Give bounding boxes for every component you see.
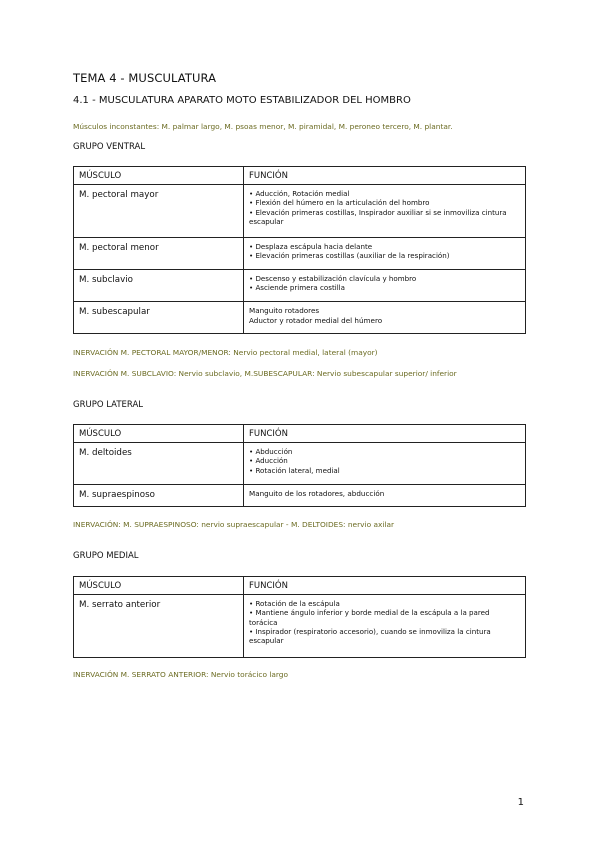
table-row — [74, 443, 526, 485]
function-item: • Elevación primeras costillas, Inspirador auxiliar si se inmoviliza cintura escapular — [249, 207, 507, 226]
lateral-group-heading: GRUPO LATERAL — [73, 400, 143, 410]
function-item: • Flexión del húmero en la articulación del hombro — [249, 198, 430, 208]
function-item: • Aducción — [249, 456, 288, 466]
lateral-innervation: INERVACIÓN: M. SUPRAESPINOSO: nervio supraescapular - M. DELTOIDES: nervio axilar — [73, 520, 395, 529]
function-item: Aductor y rotador medial del húmero — [249, 316, 383, 326]
function-list — [249, 447, 520, 475]
muscle-name: M. subescapular — [79, 307, 150, 317]
function-text — [249, 306, 520, 326]
function-item: • Desplaza escápula hacia delante — [249, 242, 373, 251]
function-item: • Descenso y estabilización clavícula y hombro — [249, 274, 417, 283]
medial-innervation: INERVACIÓN M. SERRATO ANTERIOR: Nervio torácico largo — [73, 670, 289, 679]
function-item: • Aducción, Rotación medial — [249, 189, 350, 198]
column-header-function: FUNCIÓN — [244, 425, 526, 443]
ventral-innervation-2: INERVACIÓN M. SUBCLAVIO: Nervio subclavio, M.SUBESCAPULAR: Nervio subescapular superior/ inferior — [73, 369, 457, 378]
column-header-function: FUNCIÓN — [244, 577, 526, 595]
muscle-name: M. supraespinoso — [79, 490, 155, 500]
table-row — [74, 270, 526, 302]
function-item: • Rotación lateral, medial — [249, 465, 340, 475]
function-item: • Asciende primera costilla — [249, 283, 346, 293]
column-header-function: FUNCIÓN — [244, 167, 526, 185]
function-item: Manguito rotadores — [249, 306, 320, 315]
section-subtitle: 4.1 - MUSCULATURA APARATO MOTO ESTABILIZADOR DEL HOMBRO — [73, 95, 411, 106]
ventral-table — [73, 166, 526, 334]
function-list — [249, 189, 520, 226]
muscle-name: M. deltoides — [79, 448, 132, 458]
table-row — [74, 595, 526, 658]
function-list — [249, 242, 520, 261]
column-header-muscle: MÚSCULO — [74, 167, 244, 185]
lateral-table — [73, 424, 526, 507]
function-text: Manguito de los rotadores, abducción — [249, 489, 385, 498]
table-row — [74, 185, 526, 238]
table-row — [74, 302, 526, 334]
ventral-group-heading: GRUPO VENTRAL — [73, 142, 146, 152]
table-row — [74, 485, 526, 507]
function-item: • Mantiene ángulo inferior y borde medial de la escápula a la pared torácica — [249, 608, 490, 627]
table-header-row — [74, 425, 526, 443]
muscle-name: M. pectoral mayor — [79, 190, 159, 200]
column-header-muscle: MÚSCULO — [74, 577, 244, 595]
function-item: • Rotación de la escápula — [249, 599, 340, 608]
inconstant-muscles-note: Músculos inconstantes: M. palmar largo, M. psoas menor, M. piramidal, M. peroneo tercero, M. plantar. — [73, 122, 453, 131]
function-list — [249, 274, 520, 293]
function-item: • Inspirador (respiratorio accesorio), cuando se inmoviliza la cintura escapular — [249, 626, 491, 646]
function-item: • Elevación primeras costillas (auxiliar de la respiración) — [249, 251, 450, 261]
function-list — [249, 599, 520, 645]
column-header-muscle: MÚSCULO — [74, 425, 244, 443]
muscle-name: M. serrato anterior — [79, 600, 161, 610]
muscle-name: M. pectoral menor — [79, 243, 159, 253]
medial-group-heading: GRUPO MEDIAL — [73, 551, 139, 561]
ventral-innervation-1: INERVACIÓN M. PECTORAL MAYOR/MENOR: Nervio pectoral medial, lateral (mayor) — [73, 348, 378, 357]
table-header-row — [74, 577, 526, 595]
table-header-row — [74, 167, 526, 185]
page-number: 1 — [517, 797, 524, 808]
muscle-name: M. subclavio — [79, 275, 133, 285]
page-title: TEMA 4 - MUSCULATURA — [73, 71, 217, 85]
function-item: • Abducción — [249, 447, 293, 456]
table-row — [74, 238, 526, 270]
medial-table — [73, 576, 526, 658]
